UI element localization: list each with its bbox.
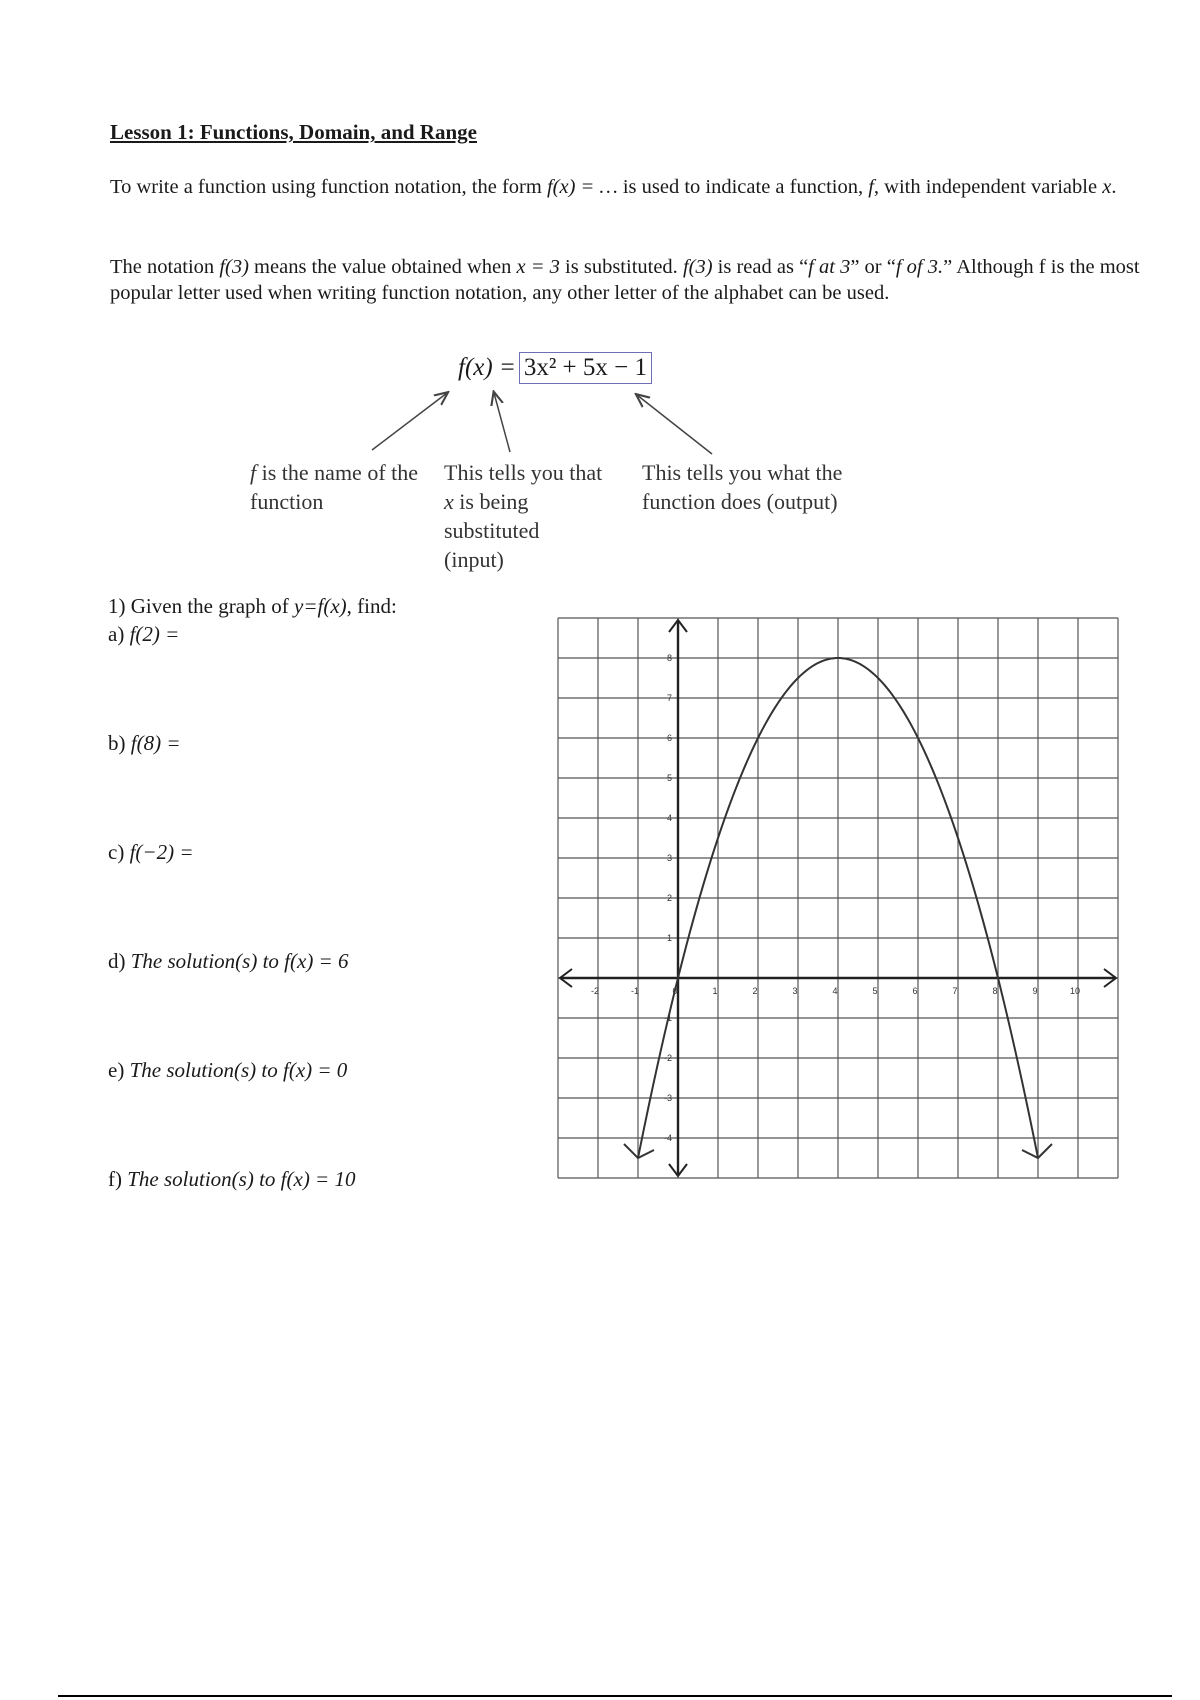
- math-expr: y=f(x): [294, 594, 347, 618]
- x-tick-label: 5: [872, 986, 878, 996]
- x-tick-label: -1: [630, 986, 640, 996]
- x-tick-label: -2: [590, 986, 600, 996]
- text: 1) Given the graph of: [108, 594, 295, 618]
- part-text: f(−2) =: [129, 840, 194, 864]
- math-var: x: [444, 489, 454, 514]
- x-tick-label: 3: [792, 986, 798, 996]
- text: ” Although f is the most popular letter used when writing function notation, any other letter of the alphabet can be used.: [110, 256, 1140, 304]
- text: is being substituted (input): [444, 489, 540, 572]
- x-tick-label: 6: [912, 986, 918, 996]
- text: , find:: [346, 594, 397, 618]
- annotation-output: This tells you what the function does (output): [642, 460, 843, 514]
- question-part-b: [108, 731, 181, 756]
- part-label: a): [108, 622, 130, 646]
- y-tick-label: 1: [666, 933, 672, 943]
- text: means the value obtained when: [248, 256, 517, 278]
- text: To write a function using function notation, the form: [110, 176, 547, 198]
- math-var: f: [868, 176, 874, 198]
- math-var: x: [1102, 176, 1112, 198]
- x-tick-label: 8: [992, 986, 998, 996]
- y-tick-label: -1: [663, 1013, 672, 1023]
- text: is read as “: [712, 256, 809, 278]
- math-expr: f(3): [219, 256, 249, 278]
- part-text: The solution(s) to f(x) = 6: [130, 949, 349, 973]
- part-label: b): [108, 731, 131, 755]
- y-tick-label: 8: [666, 653, 672, 663]
- x-tick-label: 0: [672, 986, 678, 996]
- x-tick-label: 1: [712, 986, 718, 996]
- y-tick-label: 4: [666, 813, 672, 823]
- text: is substituted.: [559, 256, 683, 278]
- y-tick-label: -3: [663, 1093, 672, 1103]
- y-tick-label: 5: [666, 773, 672, 783]
- y-tick-label: 2: [666, 893, 672, 903]
- text: is used to indicate a function,: [617, 176, 869, 198]
- math-expr: f at 3: [808, 256, 851, 278]
- part-text: f(8) =: [130, 731, 181, 755]
- part-label: c): [108, 840, 130, 864]
- x-tick-label: 9: [1032, 986, 1038, 996]
- y-tick-label: 6: [666, 733, 672, 743]
- math-expr: f(3): [682, 256, 713, 278]
- text: ” or “: [850, 256, 896, 278]
- formula-lhs: f(x) =: [458, 354, 516, 381]
- math-expr: f(x) = …: [546, 176, 618, 198]
- annotation-input: [444, 458, 604, 574]
- arrow-to-name: [372, 393, 447, 450]
- y-tick-label: -2: [663, 1053, 672, 1063]
- parabola-graph: [550, 610, 1130, 1190]
- part-label: d): [108, 949, 131, 973]
- question-part-d: [108, 949, 348, 974]
- text: .: [1111, 176, 1117, 198]
- question-part-c: [108, 840, 194, 865]
- formula-rhs-boxed: 3x² + 5x − 1: [519, 352, 652, 384]
- question-part-a: [108, 622, 179, 647]
- x-tick-label: 7: [952, 986, 958, 996]
- y-tick-label: 3: [666, 853, 672, 863]
- annotation-function-name: [250, 458, 420, 516]
- question-part-e: [108, 1058, 347, 1083]
- text: , with independent variable: [873, 176, 1103, 198]
- question-intro: [108, 594, 397, 619]
- math-expr: x = 3: [516, 256, 560, 278]
- arrow-to-input: [494, 393, 510, 452]
- part-text: The solution(s) to f(x) = 0: [129, 1058, 348, 1082]
- text: is the name of the function: [250, 460, 419, 514]
- y-tick-label: 7: [666, 693, 672, 703]
- question-part-f: [108, 1167, 355, 1192]
- x-tick-label: 10: [1069, 986, 1081, 996]
- x-tick-label: 4: [832, 986, 838, 996]
- part-label: e): [108, 1058, 130, 1082]
- text: The notation: [110, 256, 220, 278]
- lesson-title: Lesson 1: Functions, Domain, and Range: [110, 120, 477, 144]
- footer-rule: [58, 1695, 1172, 1697]
- math-expr: f of 3.: [895, 256, 944, 278]
- part-text: f(2) =: [129, 622, 180, 646]
- x-tick-label: 2: [752, 986, 758, 996]
- math-var: f: [250, 460, 257, 485]
- arrow-to-output: [637, 395, 712, 454]
- part-label: f): [108, 1167, 128, 1191]
- text: This tells you that: [444, 460, 603, 485]
- part-text: The solution(s) to f(x) = 10: [127, 1167, 356, 1191]
- y-tick-label: -4: [663, 1133, 672, 1143]
